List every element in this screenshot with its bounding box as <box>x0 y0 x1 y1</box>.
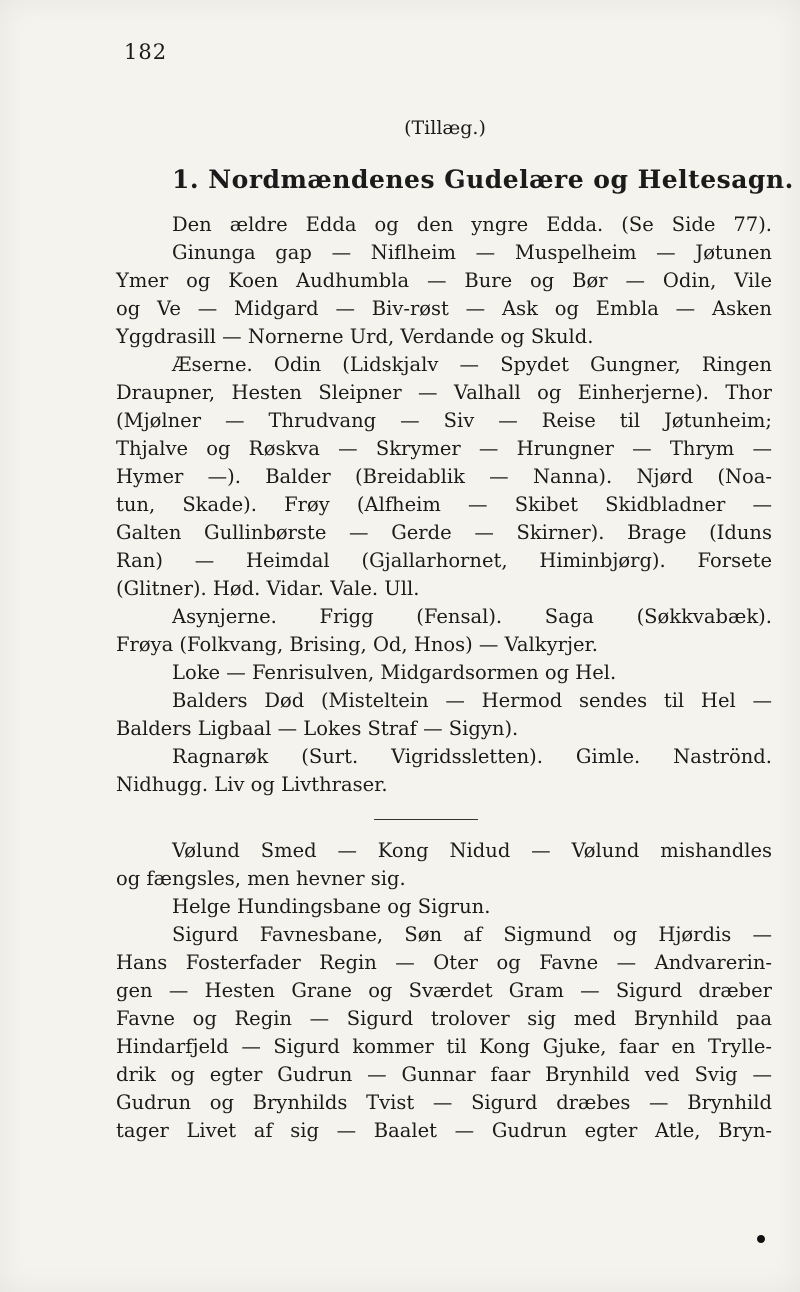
text-line: og fængsles, men hevner sig. <box>116 867 406 890</box>
text-line: Favne og Regin — Sigurd trolover sig med Brynhild paa <box>116 1007 772 1030</box>
text-line: tager Livet af sig — Baalet — Gudrun egter Atle, Bryn- <box>116 1119 772 1142</box>
page-number: 182 <box>124 40 168 64</box>
text-line: Asynjerne. Frigg (Fensal). Saga (Søkkvabæk). <box>172 605 772 628</box>
heroic-text <box>116 837 772 1145</box>
text-line: Den ældre Edda og den yngre Edda. (Se Side 77). <box>172 213 772 236</box>
text-line: Loke — Fenrisulven, Midgardsormen og Hel. <box>172 661 617 684</box>
text-line: Balders Ligbaal — Lokes Straf — Sigyn). <box>116 717 519 740</box>
text-line: Ragnarøk (Surt. Vigridssletten). Gimle. Naströnd. <box>172 745 772 768</box>
text-line: Sigurd Favnesbane, Søn af Sigmund og Hjørdis — <box>172 923 772 946</box>
text-line: Hindarfjeld — Sigurd kommer til Kong Gjuke, faar en Trylle- <box>116 1035 772 1058</box>
section-divider <box>374 819 478 820</box>
text-line: tun, Skade). Frøy (Alfheim — Skibet Skidbladner — <box>116 493 772 516</box>
text-line: drik og egter Gudrun — Gunnar faar Brynhild ved Svig — <box>116 1063 772 1086</box>
text-line: Gudrun og Brynhilds Tvist — Sigurd dræbes — Brynhild <box>116 1091 772 1114</box>
text-line: Ran) — Heimdal (Gjallarhornet, Himinbjørg). Forsete <box>116 549 772 572</box>
text-line: Draupner, Hesten Sleipner — Valhall og Einherjerne). Thor <box>116 381 772 404</box>
text-line: Ymer og Koen Audhumbla — Bure og Bør — Odin, Vile <box>116 269 772 292</box>
text-line: Æserne. Odin (Lidskjalv — Spydet Gungner, Ringen <box>172 353 772 376</box>
text-line: Thjalve og Røskva — Skrymer — Hrungner — Thrym — <box>116 437 772 460</box>
text-line: Hymer —). Balder (Breidablik — Nanna). Njørd (Noa- <box>116 465 772 488</box>
text-line: Ginunga gap — Niflheim — Muspelheim — Jøtunen <box>172 241 772 264</box>
text-line: Helge Hundingsbane og Sigrun. <box>172 895 491 918</box>
text-line: og Ve — Midgard — Biv-røst — Ask og Embla — Asken <box>116 297 772 320</box>
text-line: Nidhugg. Liv og Livthraser. <box>116 773 388 796</box>
text-line: gen — Hesten Grane og Sværdet Gram — Sigurd dræber <box>116 979 772 1002</box>
ink-dot <box>757 1235 765 1243</box>
section-subtitle: (Tillæg.) <box>404 117 486 139</box>
mythology-text <box>116 211 772 799</box>
text-line: Galten Gullinbørste — Gerde — Skirner). Brage (Iduns <box>116 521 772 544</box>
text-line: (Glitner). Hød. Vidar. Vale. Ull. <box>116 577 420 600</box>
text-line: Vølund Smed — Kong Nidud — Vølund mishandles <box>172 839 772 862</box>
text-line: Balders Død (Misteltein — Hermod sendes til Hel — <box>172 689 772 712</box>
text-line: (Mjølner — Thrudvang — Siv — Reise til Jøtunheim; <box>116 409 772 432</box>
chapter-heading: 1. Nordmændenes Gudelære og Heltesagn. <box>172 165 794 194</box>
text-line: Frøya (Folkvang, Brising, Od, Hnos) — Valkyrjer. <box>116 633 598 656</box>
text-line: Hans Fosterfader Regin — Oter og Favne — Andvarerin- <box>116 951 772 974</box>
text-line: Yggdrasill — Nornerne Urd, Verdande og Skuld. <box>116 325 594 348</box>
